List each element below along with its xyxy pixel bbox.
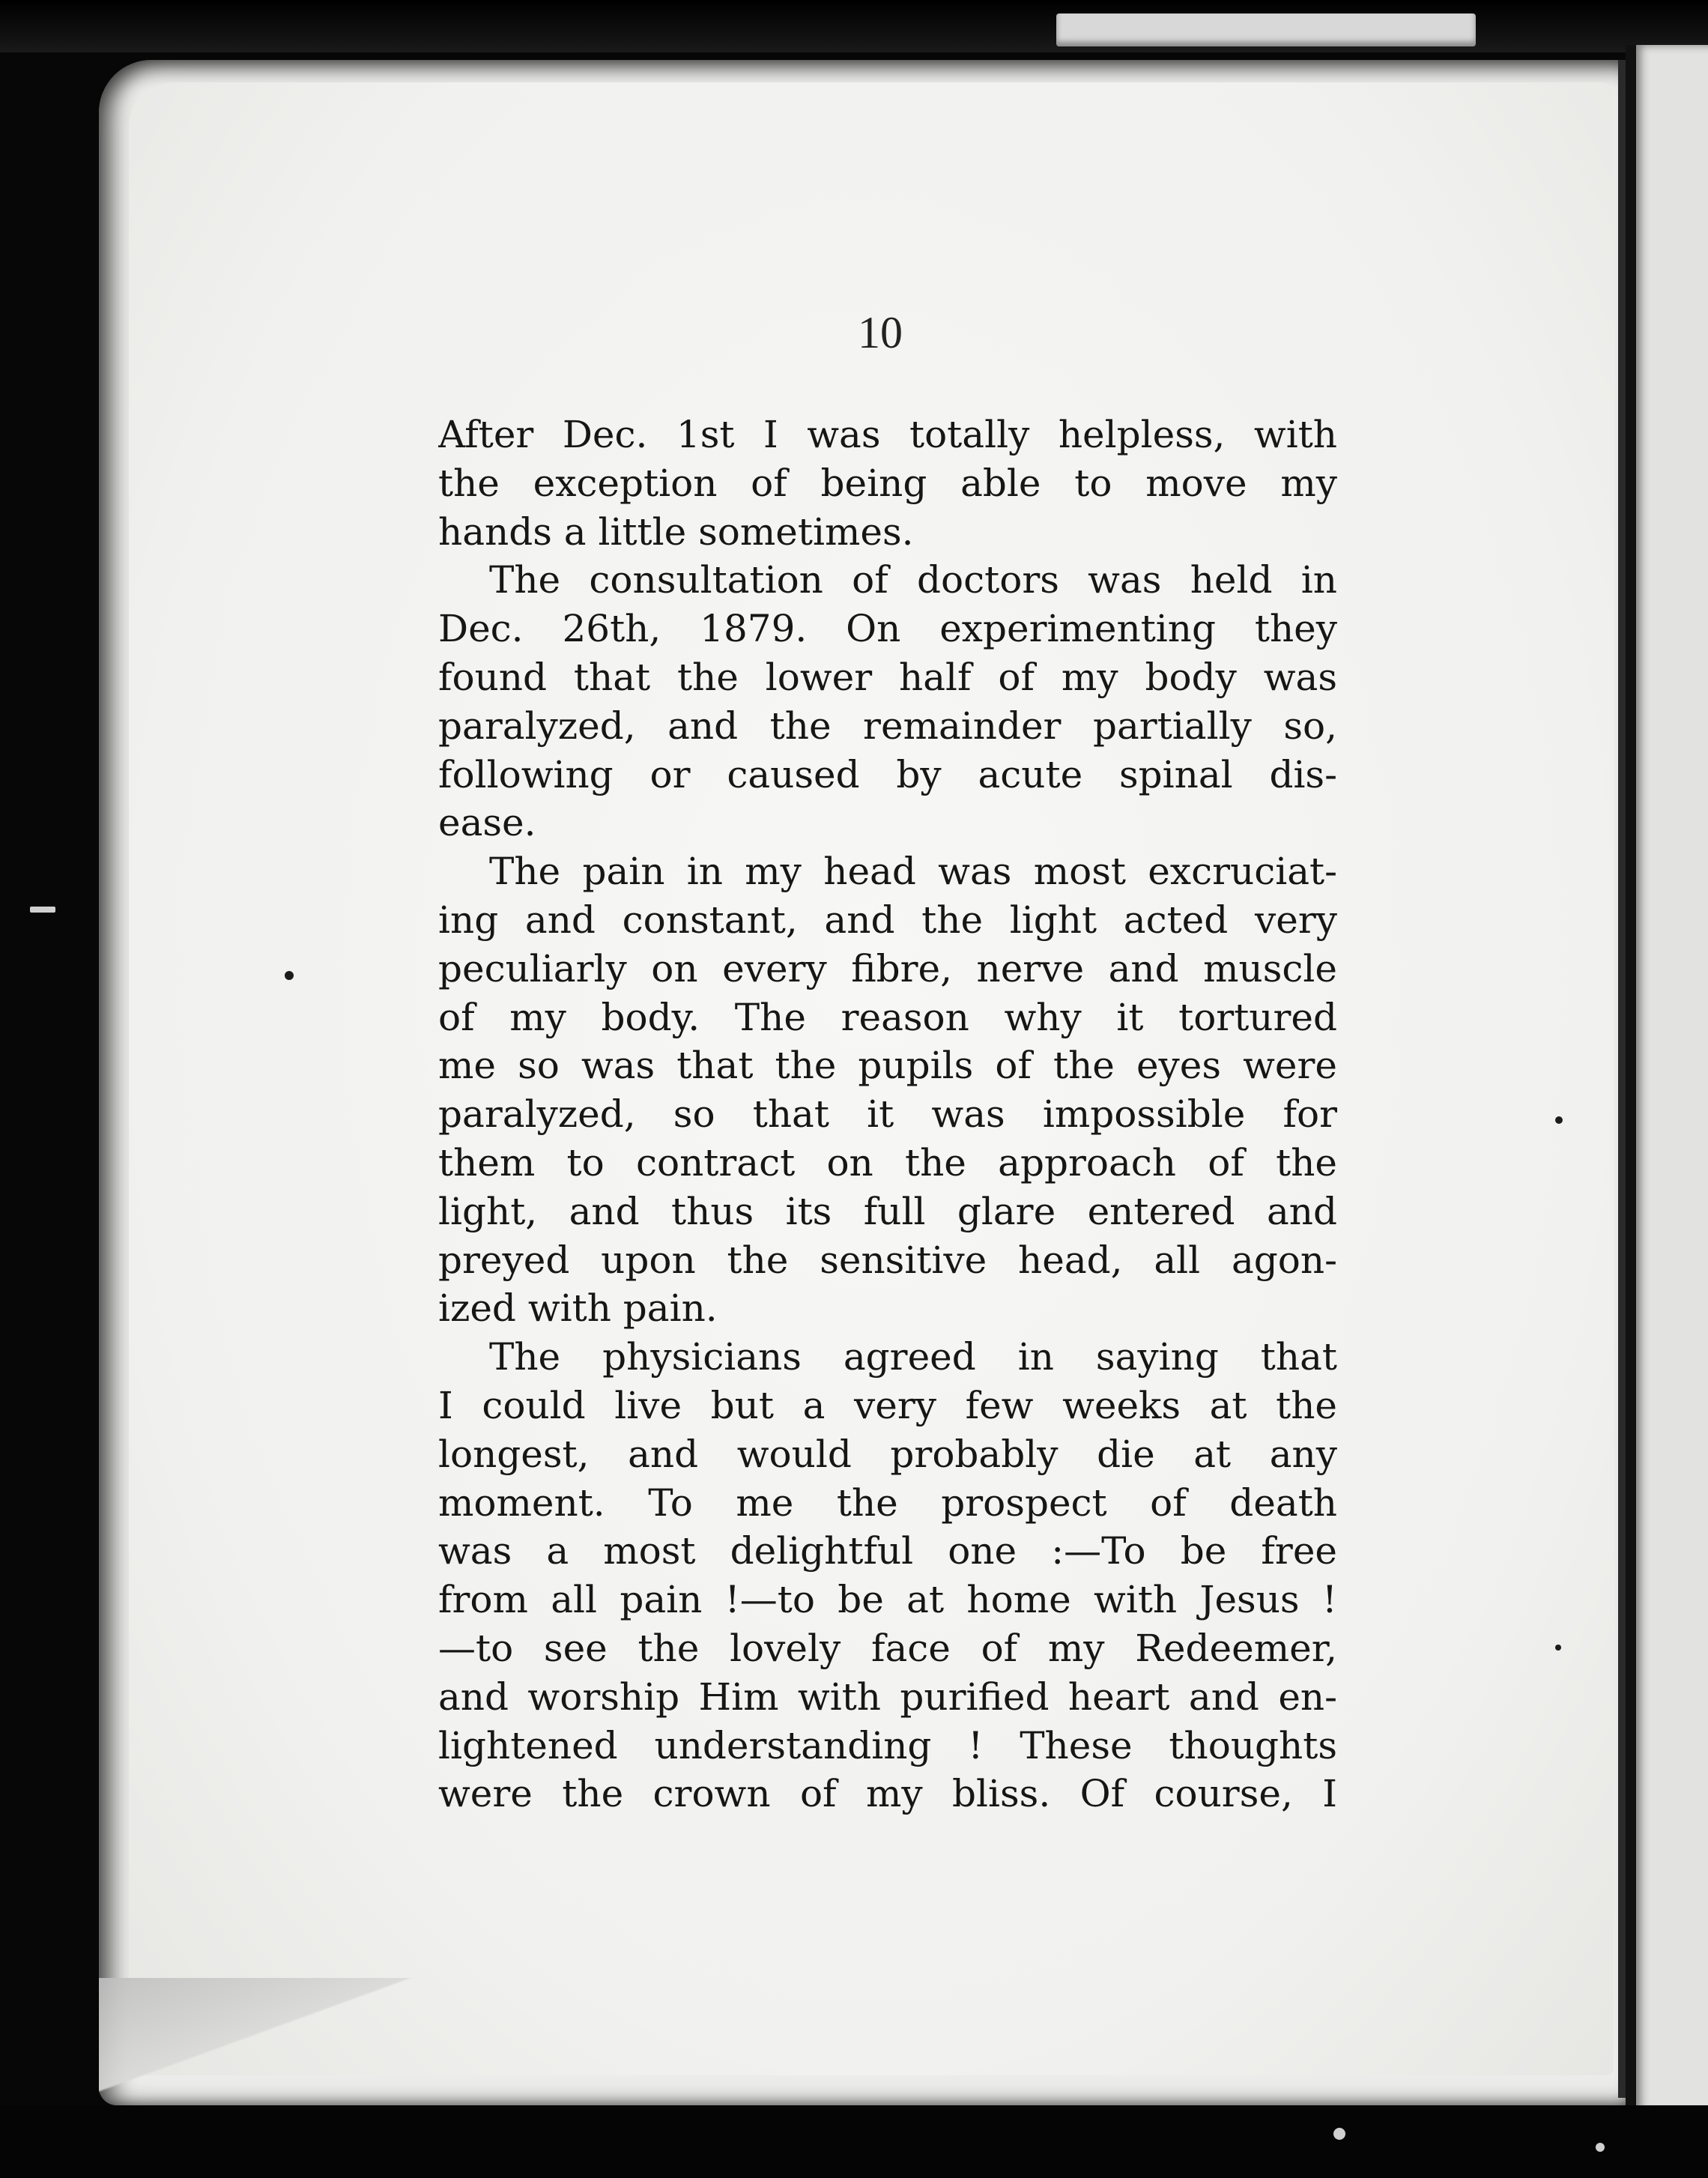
text-line: ized with pain.: [438, 1286, 718, 1331]
text-line: hands a little sometimes.: [438, 509, 914, 554]
text-line: the exception of being able to move my: [438, 461, 1337, 505]
scan-speck: [1555, 1116, 1563, 1124]
text-line: Dec. 26th, 1879. On experimenting they: [438, 607, 1337, 651]
book-gutter: [1618, 60, 1626, 2098]
text-line: light, and thus its full glare entered and: [438, 1189, 1337, 1233]
text-line: me so was that the pupils of the eyes were: [438, 1044, 1337, 1088]
text-line: ing and constant, and the light acted very: [438, 898, 1337, 942]
folded-page-corner: [99, 1978, 414, 2113]
text-line: ease.: [438, 801, 536, 845]
text-line: was a most delightful one :—To be free: [438, 1529, 1337, 1573]
text-line: preyed upon the sensitive head, all agon-: [438, 1238, 1337, 1282]
text-line: were the crown of my bliss. Of course, I: [438, 1772, 1337, 1816]
body-text: [438, 411, 1337, 1818]
text-line: longest, and would probably die at any: [438, 1432, 1337, 1476]
text-line: them to contract on the approach of the: [438, 1140, 1337, 1185]
text-line: I could live but a very few weeks at the: [438, 1383, 1337, 1427]
text-line: and worship Him with purified heart and en-: [438, 1675, 1337, 1719]
text-line: lightened understanding ! These thoughts: [438, 1723, 1337, 1767]
text-line: The consultation of doctors was held in: [489, 558, 1337, 602]
scan-speck: [1333, 2128, 1345, 2140]
text-line: from all pain !—to be at home with Jesus !: [438, 1578, 1337, 1622]
text-line: peculiarly on every fibre, nerve and muscle: [438, 946, 1337, 990]
text-line: of my body. The reason why it tortured: [438, 995, 1337, 1039]
text-line: paralyzed, so that it was impossible for: [438, 1092, 1337, 1137]
scan-speck: [285, 971, 294, 980]
text-line: The physicians agreed in saying that: [489, 1335, 1337, 1379]
text-line: After Dec. 1st I was totally helpless, with: [438, 413, 1337, 456]
facing-page-edge: [1626, 45, 1708, 2113]
binding-clip: [1056, 13, 1476, 46]
page-number: 10: [858, 308, 903, 357]
text-line: following or caused by acute spinal dis-: [438, 752, 1337, 796]
text-line: paralyzed, and the remainder partially so,: [438, 704, 1337, 748]
scan-speck: [1555, 1645, 1561, 1651]
text-line: moment. To me the prospect of death: [438, 1480, 1337, 1525]
text-line: found that the lower half of my body was: [438, 655, 1337, 699]
scan-speck: [1596, 2143, 1605, 2152]
text-line: The pain in my head was most excruciat-: [489, 850, 1337, 894]
film-edge-bottom: [0, 2105, 1708, 2178]
text-line: —to see the lovely face of my Redeemer,: [438, 1626, 1337, 1670]
scan-speck: [30, 907, 55, 913]
